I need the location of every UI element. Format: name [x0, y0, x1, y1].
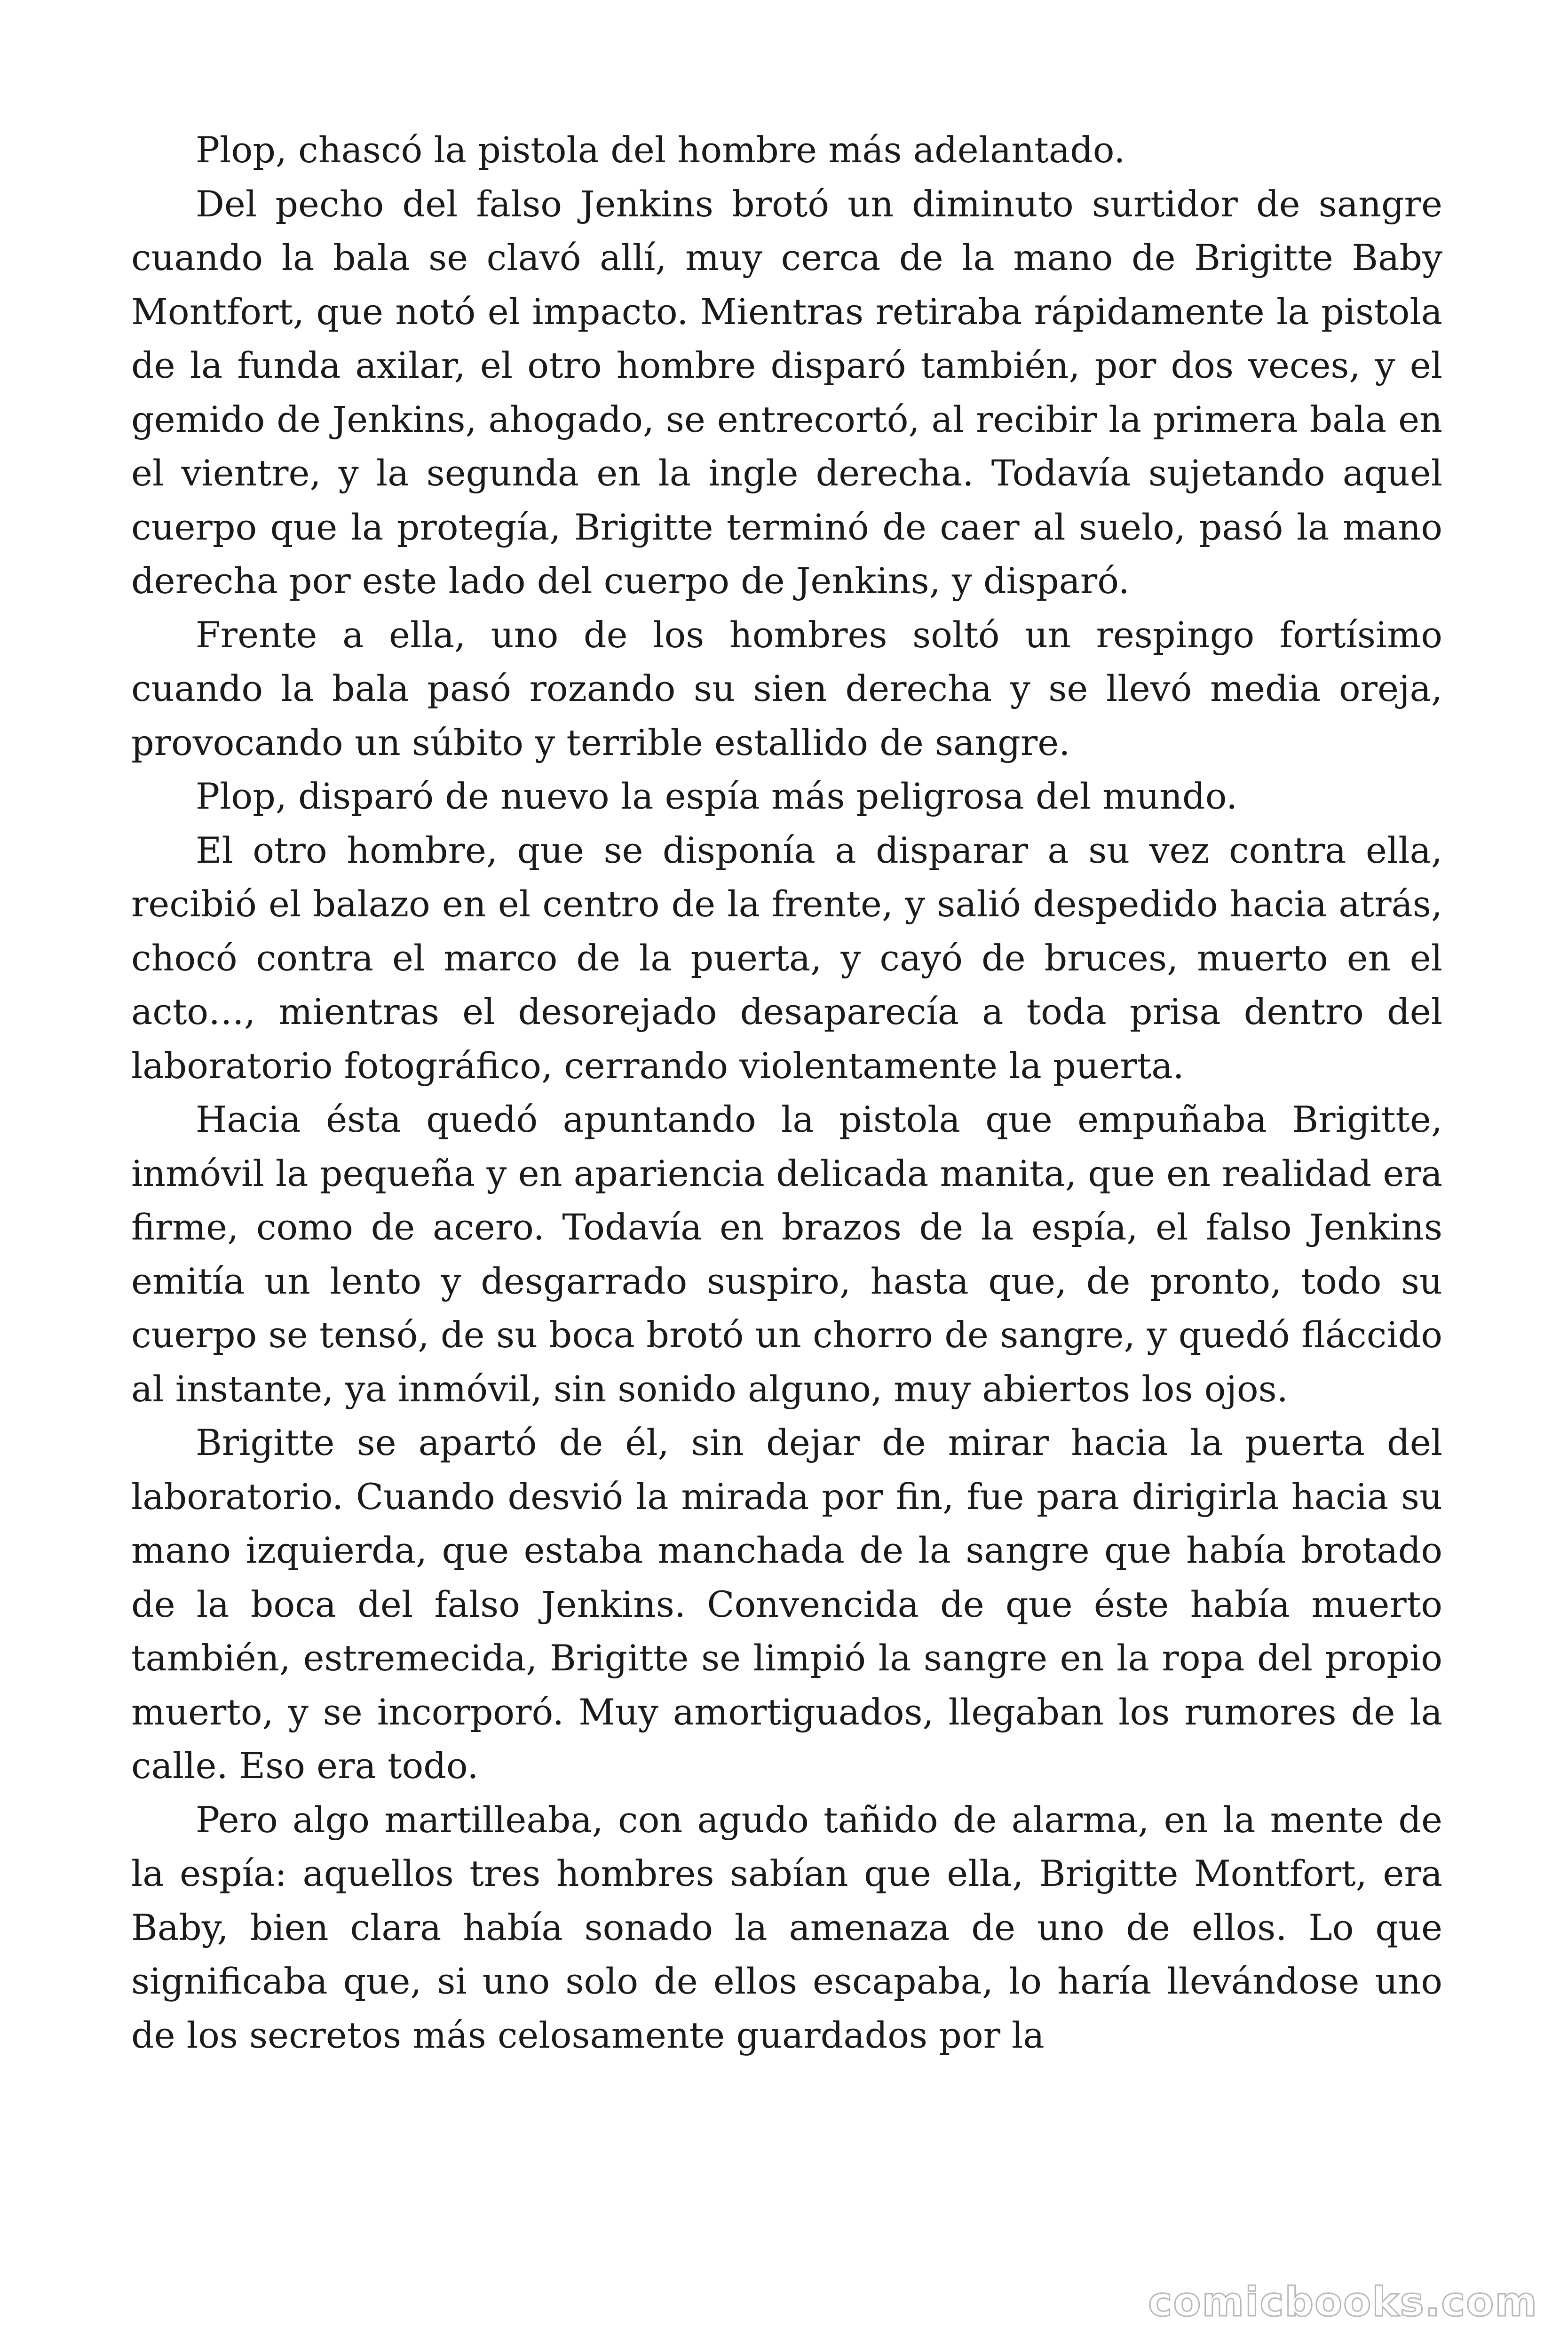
paragraph-2: Del pecho del falso Jenkins brotó un diminuto surtidor de sangre cuando la bala se clavó allí, muy cerca de la mano de Brigitte Baby Montfort, que notó el impacto. Mientras retiraba rápidamente la pistola de la funda axilar, el otro hombre disparó también, por dos veces, y el gemido de Jenkins, ahogado, se entrecortó, al recibir la primera bala en el vientre, y la segunda en la ingle derecha. Todavía sujetando aquel cuerpo que la protegía, Brigitte terminó de caer al suelo, pasó la mano derecha por este lado del cuerpo de Jenkins, y disparó. — [131, 183, 1442, 602]
watermark-logo: comicbooks.com — [1148, 2279, 1538, 2326]
paragraph-8: Pero algo martilleaba, con agudo tañido de alarma, en la mente de la espía: aquellos tres hombres sabían que ella, Brigitte Montfort, era Baby, bien clara había sonado la amenaza de uno de ellos. Lo que significaba que, si uno solo de ellos escapaba, lo haría llevándose uno de los secretos más celosamente guardados por la — [131, 1798, 1442, 2056]
paragraph-7: Brigitte se apartó de él, sin dejar de mirar hacia la puerta del laboratorio. Cuando desvió la mirada por fin, fue para dirigirla hacia su mano izquierda, que estaba manchada de la sangre que había brotado de la boca del falso Jenkins. Convencida de que éste había muerto también, estremecida, Brigitte se limpió la sangre en la ropa del propio muerto, y se incorporó. Muy amortiguados, llegaban los rumores de la calle. Eso era todo. — [131, 1422, 1442, 1787]
paragraph-5: El otro hombre, que se disponía a disparar a su vez contra ella, recibió el balazo en el centro de la frente, y salió despedido hacia atrás, chocó contra el marco de la puerta, y cayó de bruces, muerto en el acto…, mientras el desorejado desaparecía a toda prisa dentro del laboratorio fotográfico, cerrando violentamente la puerta. — [131, 829, 1442, 1087]
paragraph-4: Plop, disparó de nuevo la espía más peligrosa del mundo. — [196, 775, 1238, 817]
paragraph-3: Frente a ella, uno de los hombres soltó un respingo fortísimo cuando la bala pasó rozando su sien derecha y se llevó media oreja, provocando un súbito y terrible estallido de sangre. — [131, 613, 1442, 763]
body-text — [131, 123, 1442, 2062]
paragraph-1: Plop, chascó la pistola del hombre más adelantado. — [196, 129, 1125, 171]
paragraph-6: Hacia ésta quedó apuntando la pistola que empuñaba Brigitte, inmóvil la pequeña y en apariencia delicada manita, que en realidad era firme, como de acero. Todavía en brazos de la espía, el falso Jenkins emitía un lento y desgarrado suspiro, hasta que, de pronto, todo su cuerpo se tensó, de su boca brotó un chorro de sangre, y quedó fláccido al instante, ya inmóvil, sin sonido alguno, muy abiertos los ojos. — [131, 1098, 1442, 1410]
